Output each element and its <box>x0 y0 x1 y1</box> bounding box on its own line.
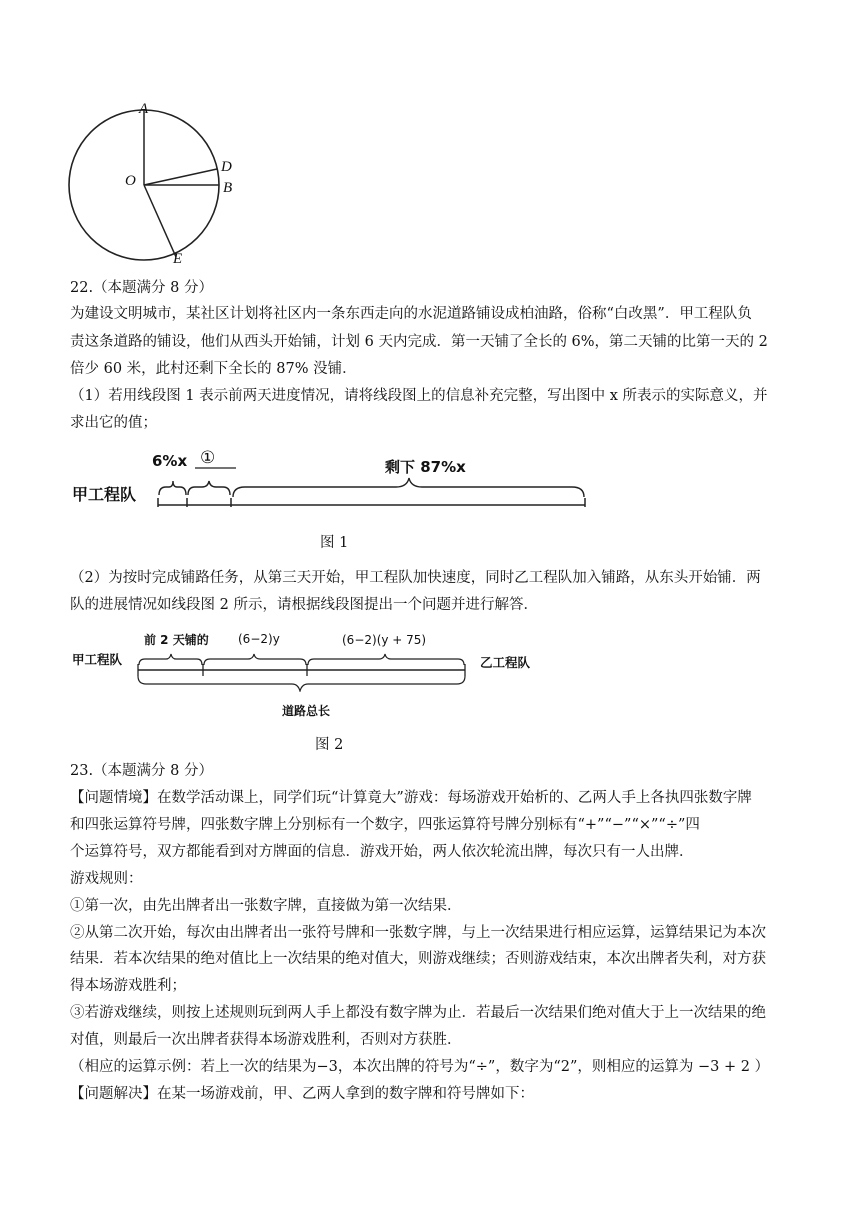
q23-line: 和四张运算符号牌，四张数字牌上分别标有一个数字，四张运算符号牌分别标有“+”“−”“×”“÷”四 <box>70 817 700 833</box>
q22-part2-line: （2）为按时完成铺路任务，从第三天开始，甲工程队加快速度，同时乙工程队加入铺路，从东头开始铺．两 <box>70 570 761 586</box>
fig1-remain-label: 剩下 87%x <box>385 458 466 476</box>
q23-line: （相应的运算示例：若上一次的结果为−3，本次出牌的符号为“÷”，数字为“2”，则相应的运算为 −3 + 2 ） <box>70 1059 770 1075</box>
q23-line: 结果．若本次结果的绝对值比上一次结果的绝对值大，则游戏继续；否则游戏结束，本次出牌者失利，对方获 <box>70 951 766 967</box>
point-label-O: O <box>125 173 136 189</box>
q23-line: 【问题情境】在数学活动课上，同学们玩“计算竟大”游戏：每场游戏开始析的、乙两人手上各执四张数字牌 <box>70 790 752 806</box>
point-label-E: E <box>173 251 183 267</box>
point-label-B: B <box>223 180 233 196</box>
fig2-team-a-label: 甲工程队 <box>72 652 123 667</box>
fig1-caption: 图 1 <box>320 535 349 551</box>
q23-heading: 23.（本题满分 8 分） <box>70 763 214 779</box>
q23-line: ③若游戏继续，则按上述规则玩到两人手上都没有数字牌为止．若最后一次结果们绝对值大于上一次结果的绝 <box>70 1005 766 1021</box>
fig1-team-label: 甲工程队 <box>72 485 137 504</box>
q22-heading: 22.（本题满分 8 分） <box>70 280 214 296</box>
fig1-seg1-label: 6%x <box>152 452 188 470</box>
q23-line: 游戏规则： <box>70 871 143 887</box>
fig2-team-b-label: 乙工程队 <box>480 655 531 670</box>
point-label-D: D <box>221 159 232 175</box>
fig2-seg1-label: 前 2 天铺的 <box>144 633 209 647</box>
fig1-brace <box>188 481 230 495</box>
q22-part2-line: 队的进展情况如线段图 2 所示，请根据线段图提出一个问题并进行解答． <box>70 597 538 613</box>
q23-line: ②从第二次开始，每次由出牌者出一张符号牌和一张数字牌，与上一次结果进行相应运算，运算结果记为本次 <box>70 925 766 941</box>
fig2-caption: 图 2 <box>315 737 344 753</box>
fig1-blank-label: ① <box>200 448 216 468</box>
q23-line: 【问题解决】在某一场游戏前，甲、乙两人拿到的数字牌和符号牌如下： <box>70 1086 534 1102</box>
q22-part1-line: （1）若用线段图 1 表示前两天进度情况，请将线段图上的信息补充完整，写出图中 x 所表示的实际意义，并 <box>70 388 768 404</box>
fig1-brace <box>159 481 186 495</box>
point-label-A: A <box>139 101 149 117</box>
q23-line: ①第一次，由先出牌者出一张数字牌，直接做为第一次结果． <box>70 898 462 914</box>
q23-line: 对值，则最后一次出牌者获得本场游戏胜利，否则对方获胜． <box>70 1032 462 1048</box>
radius-OE <box>144 185 176 257</box>
q22-para-line: 为建设文明城市，某社区计划将社区内一条东西走向的水泥道路铺设成柏油路，俗称“白改黑”．甲工程队负 <box>70 306 752 322</box>
q22-para-line: 倍少 60 米，此村还剩下全长的 87% 没铺． <box>70 361 357 377</box>
q22-para-line: 责这条道路的铺设，他们从西头开始铺，计划 6 天内完成．第一天铺了全长的 6%，第二天铺的比第一天的 2 <box>70 334 768 350</box>
fig2-brace <box>139 654 202 665</box>
circle-figure <box>60 98 250 270</box>
fig1-brace <box>233 478 584 497</box>
fig2-total-brace <box>138 676 465 691</box>
q23-line: 个运算符号，双方都能看到对方牌面的信息．游戏开始，两人依次轮流出牌，每次只有一人出牌． <box>70 844 694 860</box>
fig2-brace <box>308 654 464 665</box>
fig2-total-label: 道路总长 <box>282 704 331 718</box>
q23-line: 得本场游戏胜利； <box>70 978 186 994</box>
q22-part1-line: 求出它的值； <box>70 415 157 431</box>
fig2-seg3-label: (6−2)(y + 75) <box>342 633 427 647</box>
radius-OD <box>144 169 217 185</box>
fig2-brace <box>204 654 306 665</box>
figure1-diagram <box>60 445 600 520</box>
fig2-seg2-label: (6−2)y <box>238 632 280 646</box>
